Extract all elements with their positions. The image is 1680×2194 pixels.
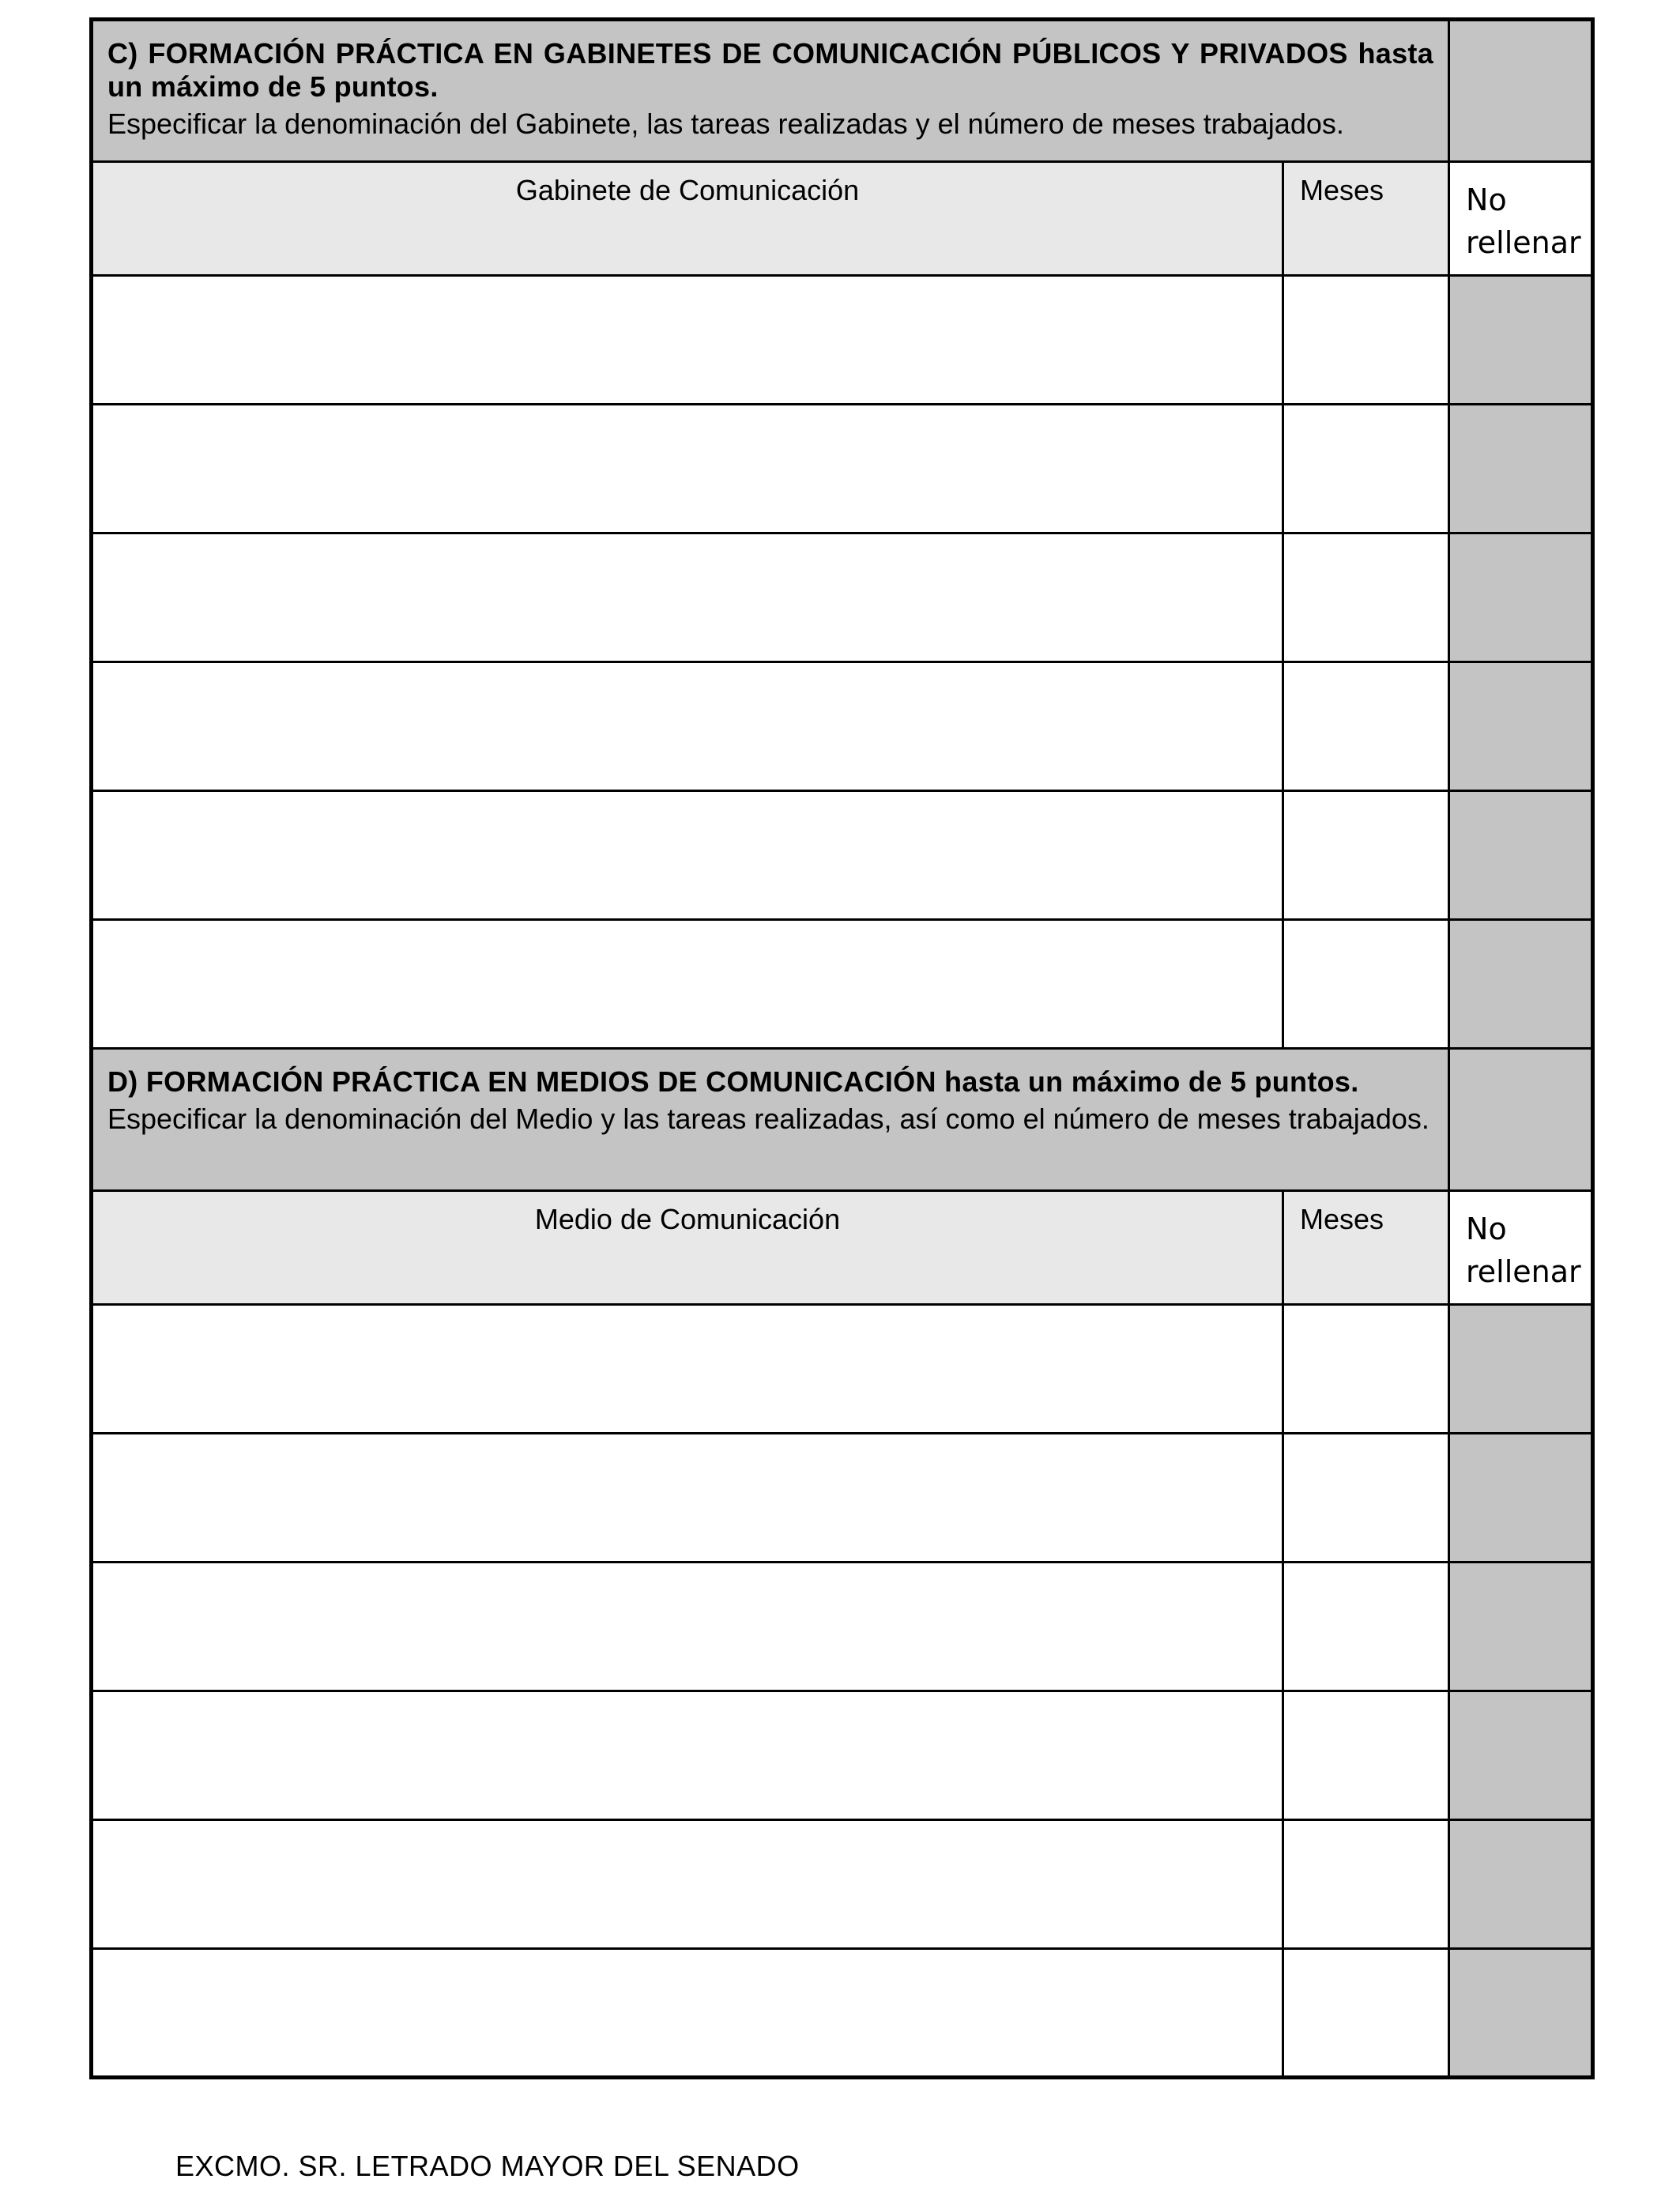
section-d-row-1-name-field[interactable] [92,1305,1283,1434]
table-row [92,662,1593,791]
section-d-row-3-name-field[interactable] [92,1563,1283,1691]
section-d-name-column-header: Medio de Comunicación [92,1191,1283,1305]
section-c-row-6-name-field[interactable] [92,920,1283,1049]
section-d-row-1-admin-cell [1449,1305,1593,1434]
table-row [92,1949,1593,2078]
section-d-admin-column-header: No rellenar [1449,1191,1593,1305]
section-c-header [92,20,1449,162]
section-d-row-6-admin-cell [1449,1949,1593,2078]
table-row [92,1305,1593,1434]
section-c-row-1-name-field[interactable] [92,276,1283,405]
section-c-header-row [92,20,1593,162]
section-d-row-5-admin-cell [1449,1820,1593,1949]
section-c-row-1-months-field[interactable] [1283,276,1449,405]
section-d-header [92,1049,1449,1191]
table-row [92,1820,1593,1949]
section-d-row-2-name-field[interactable] [92,1434,1283,1563]
section-c-admin-column-header: No rellenar [1449,162,1593,276]
table-row [92,405,1593,533]
table-row [92,1563,1593,1691]
table-row [92,1691,1593,1820]
section-c-row-5-months-field[interactable] [1283,791,1449,920]
section-d-row-2-admin-cell [1449,1434,1593,1563]
table-row [92,533,1593,662]
section-d-row-3-months-field[interactable] [1283,1563,1449,1691]
section-c-row-5-admin-cell [1449,791,1593,920]
section-c-row-6-admin-cell [1449,920,1593,1049]
section-c-column-headers [92,162,1593,276]
section-c-instructions: Especificar la denominación del Gabinete, las tareas realizadas y el número de meses trabajados. [107,107,1344,140]
section-c-score-cell [1449,20,1593,162]
table-row [92,791,1593,920]
section-c-row-2-name-field[interactable] [92,405,1283,533]
section-c-row-4-name-field[interactable] [92,662,1283,791]
section-c-row-3-name-field[interactable] [92,533,1283,662]
section-d-row-5-name-field[interactable] [92,1820,1283,1949]
section-c-row-1-admin-cell [1449,276,1593,405]
section-c-months-column-header: Meses [1283,162,1449,276]
section-c-row-2-months-field[interactable] [1283,405,1449,533]
section-c-row-4-months-field[interactable] [1283,662,1449,791]
section-d-column-headers [92,1191,1593,1305]
section-c-row-6-months-field[interactable] [1283,920,1449,1049]
table-row [92,276,1593,405]
section-d-row-2-months-field[interactable] [1283,1434,1449,1563]
section-d-row-6-months-field[interactable] [1283,1949,1449,2078]
section-d-row-6-name-field[interactable] [92,1949,1283,2078]
application-form-table [89,17,1595,2079]
section-c-row-2-admin-cell [1449,405,1593,533]
section-d-row-4-admin-cell [1449,1691,1593,1820]
section-c-row-3-months-field[interactable] [1283,533,1449,662]
table-row [92,1434,1593,1563]
section-d-instructions: Especificar la denominación del Medio y las tareas realizadas, así como el número de meses trabajados. [107,1103,1430,1135]
section-d-row-5-months-field[interactable] [1283,1820,1449,1949]
section-d-row-4-name-field[interactable] [92,1691,1283,1820]
section-d-row-1-months-field[interactable] [1283,1305,1449,1434]
section-c-row-5-name-field[interactable] [92,791,1283,920]
section-d-score-cell [1449,1049,1593,1191]
section-d-row-3-admin-cell [1449,1563,1593,1691]
section-d-header-row [92,1049,1593,1191]
section-d-months-column-header: Meses [1283,1191,1449,1305]
section-d-title: D) FORMACIÓN PRÁCTICA EN MEDIOS DE COMUNICACIÓN hasta un máximo de 5 puntos. [107,1065,1359,1098]
section-c-row-4-admin-cell [1449,662,1593,791]
footer-addressee: EXCMO. SR. LETRADO MAYOR DEL SENADO [175,2150,800,2182]
table-row [92,920,1593,1049]
section-c-name-column-header: Gabinete de Comunicación [92,162,1283,276]
section-c-title: C) FORMACIÓN PRÁCTICA EN GABINETES DE COMUNICACIÓN PÚBLICOS Y PRIVADOS hasta un máximo de 5 puntos. [107,37,1434,103]
section-c-row-3-admin-cell [1449,533,1593,662]
section-d-row-4-months-field[interactable] [1283,1691,1449,1820]
